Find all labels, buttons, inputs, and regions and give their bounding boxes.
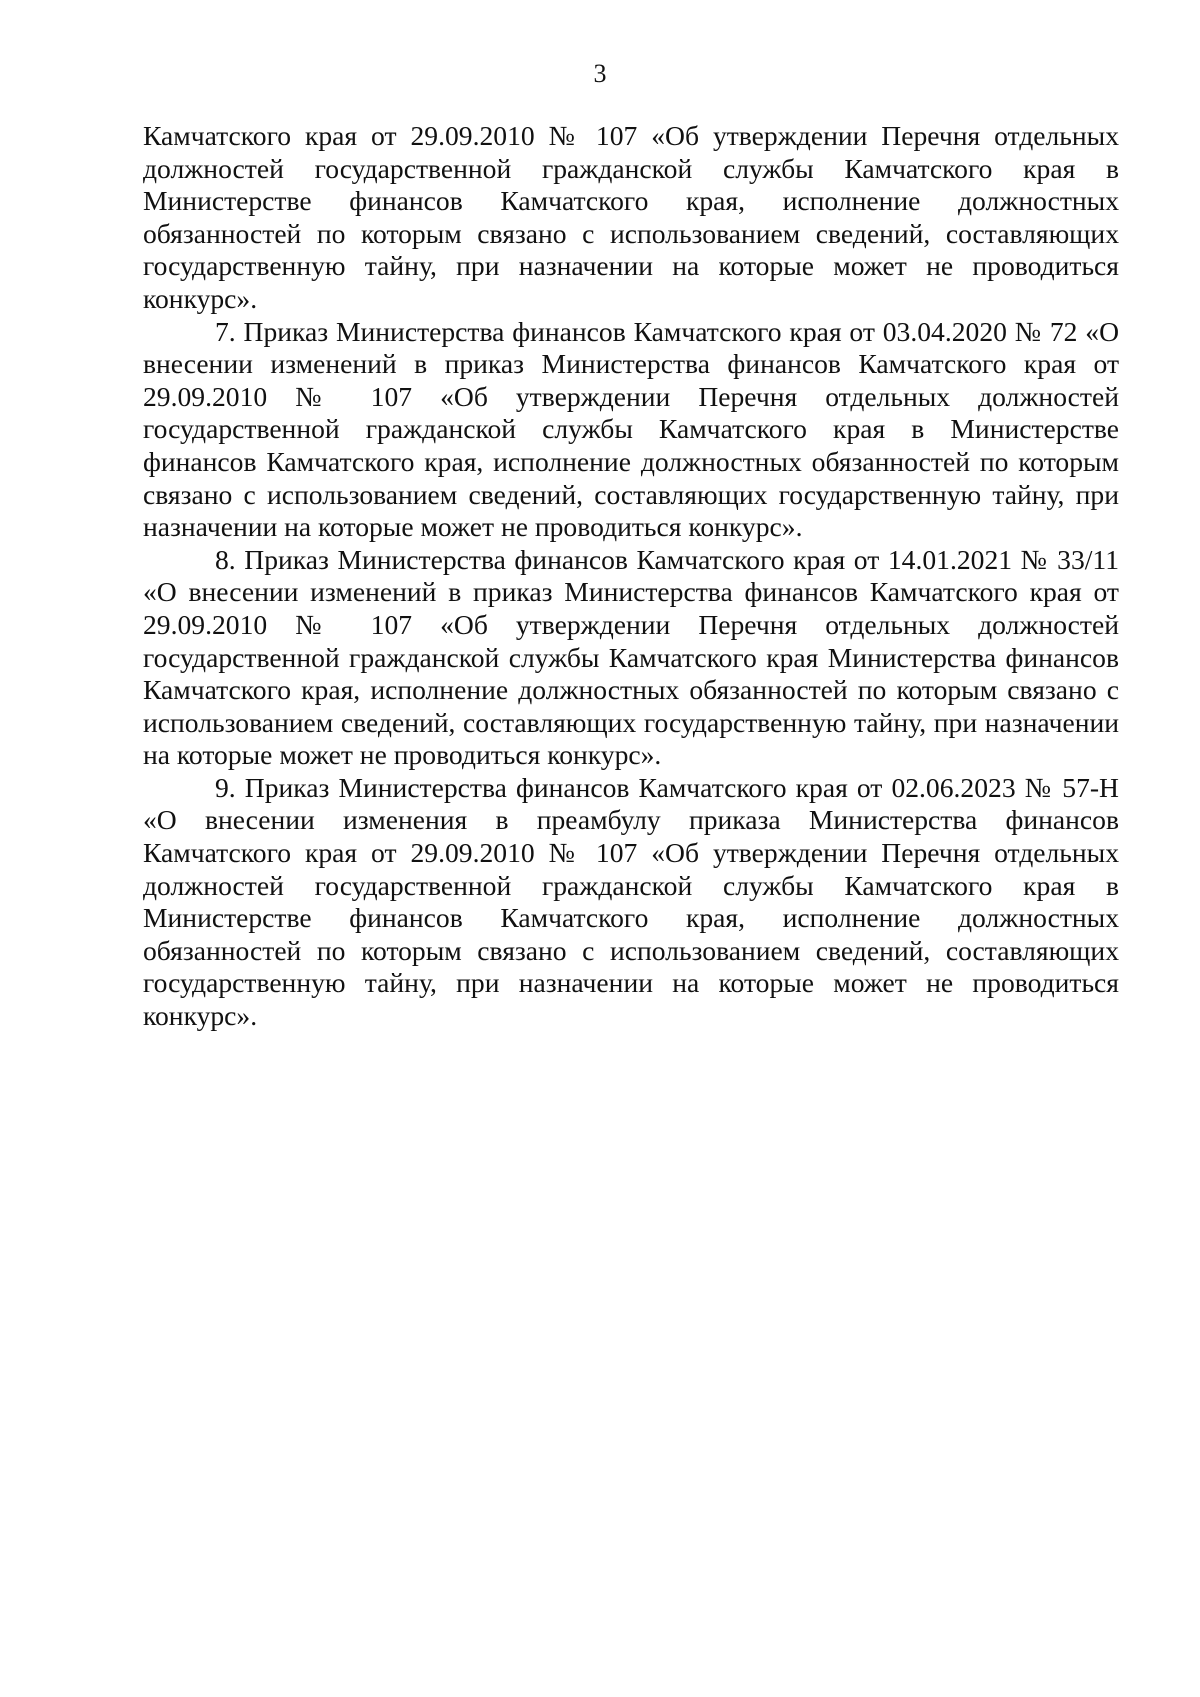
document-body [143,120,1119,1033]
paragraph-continuation: Камчатского края от 29.09.2010 № 107 «Об утверждении Перечня отдельных должностей государственной гражданской службы Камчатского края в Министерстве финансов Камчатского края, исполнение должностных обязанностей по которым связано с использованием сведений, составляющих государственную тайну, при назначении на которые может не проводиться конкурс». [143,120,1119,314]
paragraph-item-9: 9. Приказ Министерства финансов Камчатского края от 02.06.2023 № 57-Н «О внесении изменения в преамбулу приказа Министерства финансов Камчатского края от 29.09.2010 № 107 «Об утверждении Перечня отдельных должностей государственной гражданской службы Камчатского края в Министерстве финансов Камчатского края, исполнение должностных обязанностей по которым связано с использованием сведений, составляющих государственную тайну, при назначении на которые может не проводиться конкурс». [143,771,1119,1032]
paragraph-item-8: 8. Приказ Министерства финансов Камчатского края от 14.01.2021 № 33/11 «О внесении изменений в приказ Министерства финансов Камчатского края от 29.09.2010 № 107 «Об утверждении Перечня отдельных должностей государственной гражданской службы Камчатского края Министерства финансов Камчатского края, исполнение должностных обязанностей по которым связано с использованием сведений, составляющих государственную тайну, при назначении на которые может не проводиться конкурс». [143,543,1119,771]
paragraph-item-7: 7. Приказ Министерства финансов Камчатского края от 03.04.2020 № 72 «О внесении изменений в приказ Министерства финансов Камчатского края от 29.09.2010 № 107 «Об утверждении Перечня отдельных должностей государственной гражданской службы Камчатского края в Министерстве финансов Камчатского края, исполнение должностных обязанностей по которым связано с использованием сведений, составляющих государственную тайну, при назначении на которые может не проводиться конкурс». [143,315,1119,543]
page-number: 3 [593,59,607,88]
